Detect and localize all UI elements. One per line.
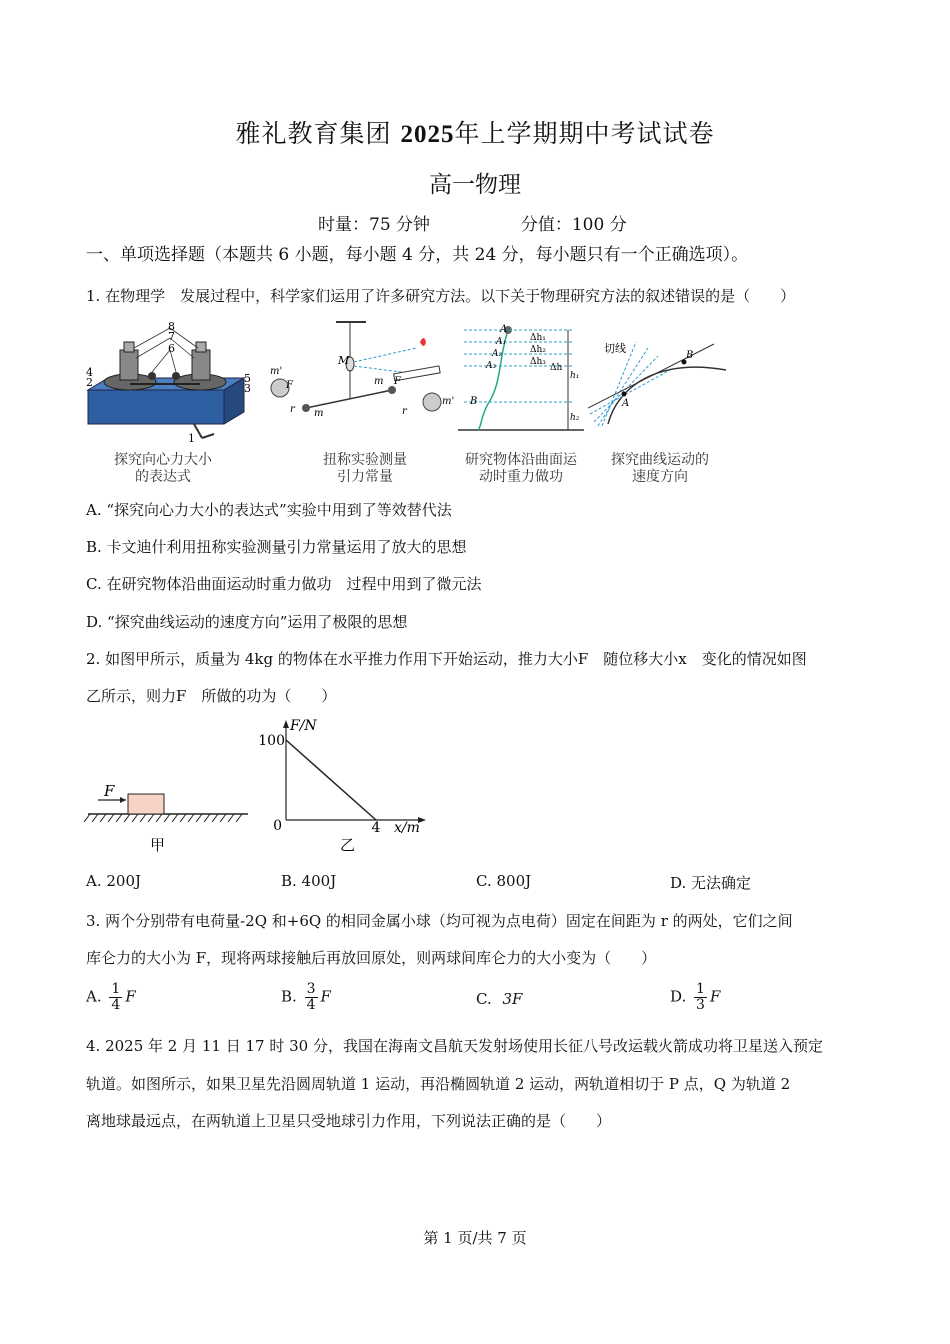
svg-text:A: A — [622, 398, 630, 409]
svg-text:F: F — [394, 376, 401, 387]
svg-text:B: B — [686, 350, 694, 361]
time-label: 时量：75 分钟 — [318, 215, 431, 235]
score-label: 分值：100 分 — [520, 215, 627, 235]
q3-option-b: B. $\frac{3}{4}$ F — [281, 981, 331, 1013]
svg-text:r: r — [402, 406, 407, 417]
svg-text:Δh: Δh — [550, 363, 563, 373]
q2-figure-jia — [84, 780, 254, 860]
origin-label: 0 — [273, 818, 282, 834]
q2-option-d: D. 无法确定 — [670, 874, 752, 892]
q2-option-b: B. 400J — [281, 872, 337, 890]
svg-text:A₂: A₂ — [492, 349, 503, 359]
svg-text:M: M — [338, 354, 350, 367]
exam-subject: 高一物理 — [429, 172, 521, 198]
svg-text:m': m' — [442, 396, 455, 407]
label-1: 1 — [188, 432, 195, 445]
svg-text:切线: 切线 — [604, 342, 626, 355]
label-8: 8 — [168, 320, 175, 333]
q2-option-c: C. 800J — [476, 872, 532, 890]
q1-figure-torsion — [266, 318, 456, 448]
exam-meta — [318, 210, 627, 235]
q1-figure-centripetal — [84, 320, 254, 450]
caption-jia: 甲 — [150, 836, 166, 854]
q4-line2: 轨道。如图所示，如果卫星先沿圆周轨道 1 运动，再沿椭圆轨道 2 运动，两轨道相切于 P 点，Q 为轨道 2 — [86, 1075, 791, 1093]
svg-text:m': m' — [270, 366, 283, 377]
q2-figure-yi-chart — [256, 718, 436, 858]
svg-text:m: m — [314, 408, 324, 419]
svg-text:A₃: A₃ — [486, 361, 497, 371]
big-ball-right — [423, 393, 441, 411]
svg-text:A: A — [500, 324, 508, 335]
q3-option-c: C. 3F — [476, 990, 523, 1008]
svg-text:m: m — [374, 376, 384, 387]
torsion-rod — [306, 390, 392, 408]
q1-figure-curve-tangent — [588, 336, 728, 426]
q1-option-a: A. “探究向心力大小的表达式”实验中用到了等效替代法 — [86, 501, 452, 519]
q3-option-d: D. $\frac{1}{3}$ F — [670, 981, 721, 1013]
block — [128, 794, 164, 814]
svg-text:h₁: h₁ — [570, 371, 580, 381]
page-footer: 第 1 页/共 7 页 — [423, 1229, 527, 1247]
q3-option-a: A. $\frac{1}{4}$ F — [86, 981, 136, 1013]
svg-text:Δh₃: Δh₃ — [530, 357, 546, 367]
svg-text:Δh₁: Δh₁ — [530, 333, 546, 343]
crank-handle — [194, 424, 202, 438]
q2-stem-line2: 乙所示，则力F 所做的功为（ ） — [86, 687, 337, 705]
left-sleeve — [120, 350, 138, 380]
q1-figure-caption-1: 探究向心力大小 的表达式 — [114, 452, 212, 485]
q1-option-b: B. 卡文迪什利用扭称实验测量引力常量运用了放大的思想 — [86, 538, 467, 556]
label-3: 3 — [244, 382, 251, 395]
caption-yi: 乙 — [340, 836, 356, 854]
q4-line3: 离地球最远点，在两轨道上卫星只受地球引力作用，下列说法正确的是（ ） — [86, 1112, 612, 1130]
svg-text:Δh₂: Δh₂ — [530, 345, 546, 355]
svg-text:B: B — [470, 396, 478, 407]
q1-stem: 1. 在物理学 发展过程中，科学家们运用了许多研究方法。以下关于物理研究方法的叙述错误的是（ ） — [86, 287, 796, 305]
q1-figure-curved-surface — [458, 322, 588, 438]
small-ball-left — [302, 404, 310, 412]
label-5: 5 — [244, 372, 251, 385]
apparatus-base-front — [88, 390, 224, 424]
exam-title: 雅礼教育集团 2025年上学期期中考试试卷 — [235, 119, 715, 148]
label-2: 2 — [86, 376, 93, 389]
small-ball-right — [388, 386, 396, 394]
svg-text:r: r — [290, 404, 295, 415]
svg-text:h₂: h₂ — [570, 413, 580, 423]
q2-stem-line1: 2. 如图甲所示，质量为 4kg 的物体在水平推力作用下开始运动，推力大小F 随位移大小x 变化的情况如图 — [86, 650, 807, 668]
label-7: 7 — [168, 330, 175, 343]
q1-figure-caption-2: 扭称实验测量 引力常量 — [323, 452, 407, 485]
q2-option-a: A. 200J — [86, 872, 142, 890]
right-sleeve — [192, 350, 210, 380]
q3-stem-line2: 库仑力的大小为 F，现将两球接触后再放回原处，则两球间库仑力的大小变为（ ） — [86, 949, 657, 967]
svg-text:A₁: A₁ — [496, 337, 507, 347]
q1-figure-caption-3: 研究物体沿曲面运 动时重力做功 — [465, 452, 577, 485]
ball-left — [148, 372, 156, 380]
x-tick-4: 4 — [371, 820, 381, 836]
q1-option-c: C. 在研究物体沿曲面运动时重力做功 过程中用到了微元法 — [86, 575, 482, 593]
q4-line1: 4. 2025 年 2 月 11 日 17 时 30 分，我国在海南文昌航天发射场使用长征八号改运载火箭成功将卫星送入预定 — [86, 1037, 823, 1055]
q1-figure-caption-4: 探究曲线运动的 速度方向 — [611, 452, 709, 485]
svg-text:F: F — [286, 380, 293, 391]
section-heading: 一、单项选择题（本题共 6 小题，每小题 4 分，共 24 分，每小题只有一个正确选项）。 — [86, 245, 749, 265]
label-6: 6 — [168, 342, 175, 355]
label-4: 4 — [86, 366, 93, 379]
y-tick-100: 100 — [258, 733, 285, 749]
ball-right — [172, 372, 180, 380]
q1-option-d: D. “探究曲线运动的速度方向”运用了极限的思想 — [86, 613, 408, 631]
force-label: F — [104, 782, 115, 800]
x-axis-label: x/m — [394, 820, 420, 836]
light-source — [420, 338, 426, 346]
y-axis-label: F/N — [290, 718, 317, 734]
q3-stem-line1: 3. 两个分别带有电荷量-2Q 和+6Q 的相同金属小球（均可视为点电荷）固定在间距为 r 的两处，它们之间 — [86, 912, 793, 930]
series-line-f-vs-x — [286, 740, 376, 820]
